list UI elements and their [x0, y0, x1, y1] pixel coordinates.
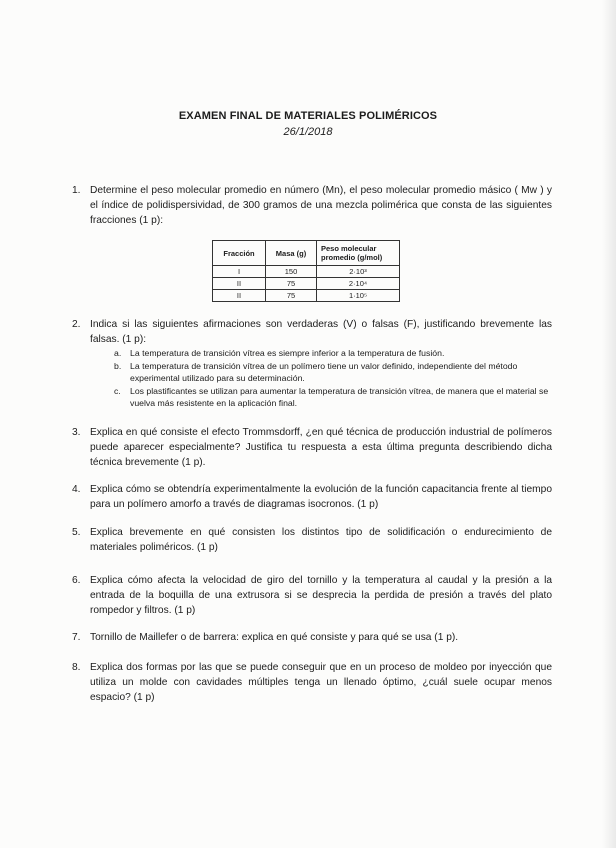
table-cell: 2·10⁴	[317, 278, 400, 290]
table-header-row	[213, 241, 400, 266]
question-number: 1.	[72, 185, 81, 196]
question-number: 8.	[72, 662, 81, 673]
question-1	[72, 183, 552, 228]
table-cell: II	[213, 278, 266, 290]
statement-item	[114, 360, 552, 384]
question-5	[72, 525, 552, 555]
question-7	[72, 630, 552, 645]
table-row	[213, 266, 400, 278]
exam-date: 26/1/2018	[283, 126, 333, 138]
table-row	[213, 278, 400, 290]
question-text: Tornillo de Maillefer o de barrera: explica en qué consiste y para qué se usa (1 p).	[90, 632, 459, 643]
table-cell: 1·10⁵	[317, 290, 400, 302]
table-header-cell: Fracción	[213, 241, 266, 266]
statement-text: La temperatura de transición vítrea de un polímero tiene un valor definido, independiente del método experimental utilizado para su determinación.	[130, 361, 518, 383]
question-6	[72, 573, 552, 618]
question-number: 7.	[72, 632, 81, 643]
question-3	[72, 425, 552, 470]
question-2	[72, 317, 552, 347]
table-header-cell: Masa (g)	[266, 241, 317, 266]
question-text: Explica en qué consiste el efecto Trommsdorff, ¿en qué técnica de producción industrial de polímeros puede aparecer especialmente? Justifica tu respuesta a esta última pregunta describiendo dicha técnica brevemente (1 p).	[90, 427, 552, 468]
question-number: 6.	[72, 575, 81, 586]
q2-statements	[114, 347, 552, 410]
table-row	[213, 290, 400, 302]
table-cell: 2·10³	[317, 266, 400, 278]
question-number: 5.	[72, 527, 81, 538]
statement-item	[114, 347, 552, 359]
question-text: Explica cómo afecta la velocidad de giro del tornillo y la temperatura al caudal y la presión a la entrada de la boquilla de una extrusora si se desprecia la perdida de presión a través del plato rompedor y filtros. (1 p)	[90, 575, 552, 616]
question-4	[72, 482, 552, 512]
table-cell: 150	[266, 266, 317, 278]
question-text: Explica cómo se obtendría experimentalmente la evolución de la función capacitancia frente al tiempo para un polímero amorfo a través de diagramas isocronos. (1 p)	[90, 484, 552, 510]
question-text: Explica dos formas por las que se puede conseguir que en un proceso de moldeo por inyección que utiliza un molde con cavidades múltiples tenga un llenado óptimo, ¿cuál suele ocupar menos espacio? (1 p)	[90, 662, 552, 703]
question-text: Determine el peso molecular promedio en número (Mn), el peso molecular promedio másico ( Mw ) y el índice de polidispersividad, de 300 gramos de una mezcla polimérica que consta de las siguientes fracciones (1 p):	[90, 185, 552, 226]
exam-title: EXAMEN FINAL DE MATERIALES POLIMÉRICOS	[178, 110, 438, 122]
table-cell: 75	[266, 278, 317, 290]
question-number: 4.	[72, 484, 81, 495]
table-cell: 75	[266, 290, 317, 302]
question-number: 3.	[72, 427, 81, 438]
question-text: Indica si las siguientes afirmaciones son verdaderas (V) o falsas (F), justificando brevemente las falsas. (1 p):	[90, 319, 552, 345]
question-8	[72, 660, 552, 705]
statement-text: Los plastificantes se utilizan para aumentar la temperatura de transición vítrea, de manera que el material se vuelva más resistente en la aplicación final.	[130, 386, 549, 408]
table-cell: I	[213, 266, 266, 278]
statement-letter: b.	[114, 361, 122, 371]
statement-text: La temperatura de transición vítrea es siempre inferior a la temperatura de fusión.	[130, 348, 445, 358]
table-header-cell: Peso molecular promedio (g/mol)	[317, 241, 400, 266]
fractions-table	[212, 240, 400, 302]
table-cell: II	[213, 290, 266, 302]
statement-item	[114, 385, 552, 409]
question-number: 2.	[72, 319, 81, 330]
statement-letter: c.	[114, 386, 121, 396]
question-text: Explica brevemente en qué consisten los distintos tipo de solidificación o endurecimiento de materiales poliméricos. (1 p)	[90, 527, 552, 553]
statement-letter: a.	[114, 348, 122, 358]
